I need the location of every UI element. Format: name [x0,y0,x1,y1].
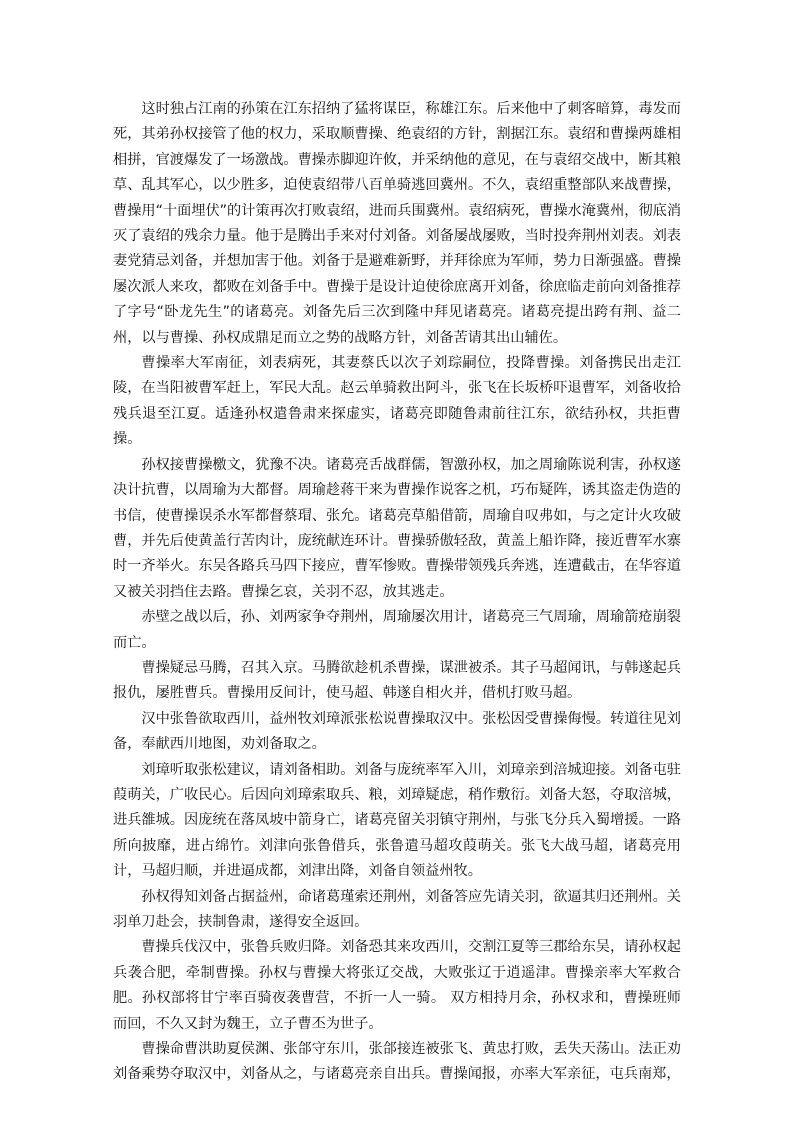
paragraph: 曹操兵伐汉中，张鲁兵败归降。刘备恐其来攻西川，交割江夏等三郡给东吴，请孙权起兵袭合肥，牵制曹操。孙权与曹操大将张辽交战，大败张辽于逍遥津。曹操亲率大军救合肥。孙权部将甘宁率百骑夜袭曹营，不折一人一骑。 双方相持月余，孙权求和，曹操班师而回，不久又封为魏王，立子曹丕为世子。 [113,939,681,1032]
paragraph: 曹操率大军南征，刘表病死，其妻蔡氏以次子刘琮嗣位，投降曹操。刘备携民出走江陵，在当阳被曹军赶上，军民大乱。赵云单骑救出阿斗，张飞在长坂桥吓退曹军，刘备收拾残兵退至江夏。适逢孙权遣鲁肃来探虚实，诸葛亮即随鲁肃前往江东，欲结孙权，共拒曹操。 [113,355,681,448]
paragraph: 曹操命曹洪助夏侯渊、张郃守东川，张郃接连被张飞、黄忠打败，丢失天荡山。法正劝刘备乘势夺取汉中，刘备从之，与诸葛亮亲自出兵。曹操闻报，亦率大军亲征，屯兵南郑， [113,1041,681,1083]
paragraph: 曹操疑忌马腾，召其入京。马腾欲趁机杀曹操，谋泄被杀。其子马超闻讯，与韩遂起兵报仇，屡胜曹兵。曹操用反间计，使马超、韩遂自相火并，借机打败马超。 [113,659,681,702]
paragraph: 孙权得知刘备占据益州，命诸葛瑾索还荆州，刘备答应先请关羽，欲逼其归还荆州。关羽单刀赴会，挟制鲁肃，遂得安全返回。 [113,888,681,930]
paragraph: 孙权接曹操檄文，犹豫不决。诸葛亮舌战群儒，智激孙权，加之周瑜陈说利害，孙权遂决计抗曹，以周瑜为大都督。周瑜趁蒋干来为曹操作说客之机，巧布疑阵，诱其盗走伪造的书信，使曹操误杀水军都督蔡瑁、张允。诸葛亮草船借箭，周瑜自叹弗如，与之定计火攻破曹，并先后使黄盖行苦肉计，庞统献连环计。曹操骄傲轻敌，黄盖上船诈降，接近曹军水寨时一齐举火。东吴各路兵马四下接应，曹军惨败。曹操带领残兵奔逃，连遭截击，在华容道又被关羽挡住去路。曹操乞哀，关羽不忍，放其逃走。 [113,456,681,600]
paragraph: 赤壁之战以后，孙、刘两家争夺荆州，周瑜屡次用计，诸葛亮三气周瑜，周瑜箭疮崩裂而亡。 [113,609,681,651]
paragraph: 汉中张鲁欲取西川，益州牧刘璋派张松说曹操取汉中。张松因受曹操侮慢。转道往见刘备，奉献西川地图，劝刘备取之。 [113,710,681,753]
document-body [113,97,681,1088]
paragraph: 刘璋听取张松建议，请刘备相助。刘备与庞统率军入川，刘璋亲到涪城迎接。刘备屯驻葭萌关，广收民心。后因向刘璋索取兵、粮，刘璋疑虑，稍作敷衍。刘备大怒，夺取涪城，进兵雒城。因庞统在落凤坡中箭身亡，诸葛亮留关羽镇守荆州，与张飞分兵入蜀增援。一路所向披靡，进占绵竹。刘津向张鲁借兵，张鲁遣马超攻葭萌关。张飞大战马超，诸葛亮用计，马超归顺，并进逼成都，刘津出降，刘备自领益州牧。 [113,761,681,880]
paragraph: 这时独占江南的孙策在江东招纳了猛将谋臣，称雄江东。后来他中了刺客暗算，毒发而死，其弟孙权接管了他的权力，采取顺曹操、绝袁绍的方针，割据江东。袁绍和曹操两雄相相拼，官渡爆发了一场激战。曹操赤脚迎许攸，并采纳他的意见，在与袁绍交战中，断其粮草、乱其军心，以少胜多，迫使袁绍带八百单骑逃回冀州。不久，袁绍重整部队来战曹操，曹操用“十面埋伏”的计策再次打败袁绍，进而兵围冀州。袁绍病死，曹操水淹冀州，彻底消灭了袁绍的残余力量。他于是腾出手来对付刘备。刘备屡战屡败，当时投奔荆州刘表。刘表妻党猜忌刘备，并想加害于他。刘备于是避难新野，并拜徐庶为军师，势力日渐强盛。曹操屡次派人来攻，都败在刘备手中。曹操于是设计迫使徐庶离开刘备，徐庶临走前向刘备推荐了字号“卧龙先生”的诸葛亮。刘备先后三次到隆中拜见诸葛亮。诸葛亮提出跨有荆、益二州，以与曹操、孙权成鼎足而立之势的战略方针，刘备苦请其出山辅佐。 [113,101,682,346]
